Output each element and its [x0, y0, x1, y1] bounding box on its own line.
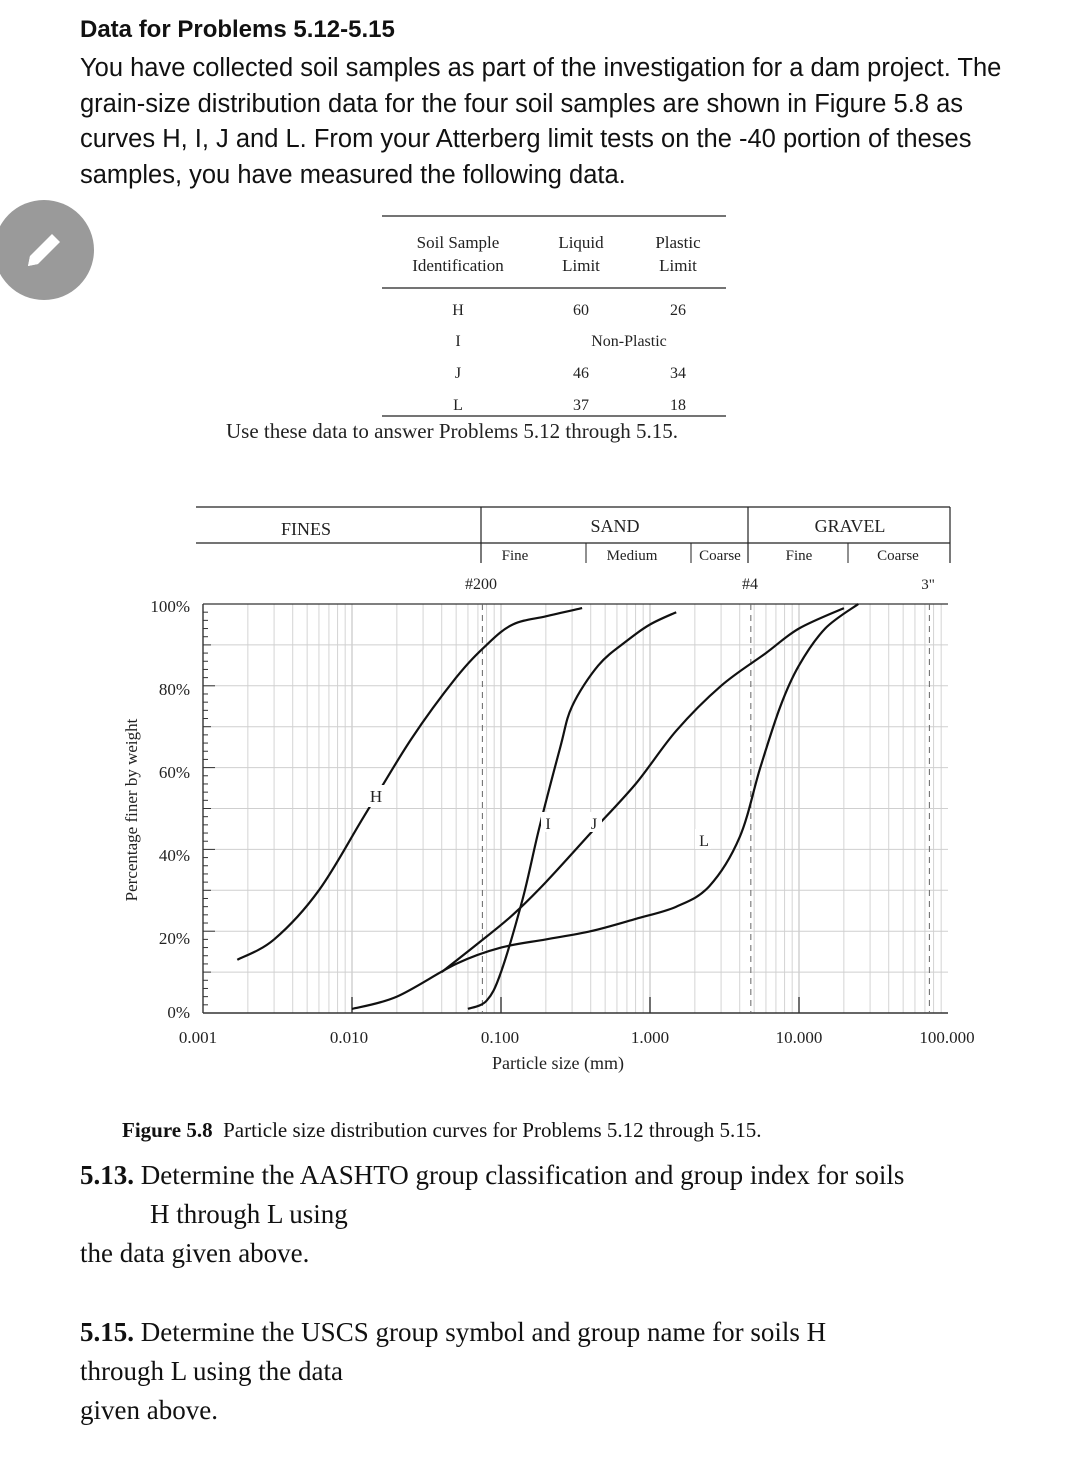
sieve-3in-label: 3"	[921, 577, 935, 593]
y-tick-20: 20%	[158, 929, 190, 948]
header-ll-2: Limit	[562, 256, 600, 275]
x-tick-0.001: 0.001	[178, 1028, 218, 1047]
y-axis-label: Percentage finer by weight	[122, 718, 141, 902]
band-sand-medium-label: Medium	[606, 548, 658, 564]
problem-5-15-number: 5.15.	[80, 1317, 134, 1347]
curve-j-label: J	[590, 816, 598, 833]
x-axis-label: Particle size (mm)	[492, 1053, 624, 1073]
figure-caption-text: Particle size distribution curves for Problems 5.12 through 5.15.	[223, 1118, 762, 1142]
row-l-id: L	[453, 397, 463, 414]
row-h-pl: 26	[670, 302, 686, 319]
figure-caption	[122, 1118, 761, 1143]
row-h-ll: 60	[573, 302, 589, 319]
y-tick-100: 100%	[150, 597, 190, 616]
row-l-ll: 37	[573, 397, 589, 414]
x-tick-0.100: 0.100	[480, 1028, 520, 1047]
intro-paragraph: You have collected soil samples as part of the investigation for a dam project. The grain-size distribution data for the four soil samples are shown in Figure 5.8 as curves H, I, J and L. From your Atterberg limit tests on the -40 portion of theses samples, you have measured the following data.	[80, 54, 1002, 189]
y-tick-80: 80%	[158, 680, 190, 699]
x-tick-1.000: 1.000	[630, 1028, 670, 1047]
x-tick-10.000: 10.000	[775, 1028, 823, 1047]
row-l-pl: 18	[670, 397, 686, 414]
header-pl-2: Limit	[659, 256, 697, 275]
band-fines-label: FINES	[280, 519, 332, 539]
curve-h-label: H	[369, 787, 383, 806]
problem-5-15-line1: Determine the USCS group symbol and group name for soils H	[140, 1317, 827, 1347]
row-i-nonplastic: Non-Plastic	[591, 333, 667, 350]
row-j-ll: 46	[573, 365, 589, 382]
problem-5-15-line2: through L using the data	[80, 1356, 343, 1386]
row-j-pl: 34	[670, 365, 686, 382]
curve-i-label: I	[545, 816, 551, 833]
band-gravel-coarse-label: Coarse	[877, 548, 919, 564]
y-tick-40: 40%	[158, 846, 190, 865]
chart-grid	[203, 604, 948, 1013]
band-sand-coarse-label: Coarse	[699, 548, 741, 564]
page-heading: Data for Problems 5.12-5.15	[80, 16, 395, 43]
table-note: Use these data to answer Problems 5.12 through 5.15.	[225, 419, 679, 443]
x-tick-0.010: 0.010	[329, 1028, 369, 1047]
y-tick-60: 60%	[158, 763, 190, 782]
header-sample-2: Identification	[412, 256, 504, 275]
y-tick-0: 0%	[167, 1003, 190, 1022]
sieve-200-label: #200	[465, 576, 497, 593]
curves-group	[237, 604, 858, 1009]
curve-l-label: L	[699, 833, 709, 850]
problem-5-15-line3: given above.	[80, 1395, 218, 1425]
problem-5-15	[80, 1313, 1040, 1430]
header-sample-1: Soil Sample	[416, 233, 500, 252]
problem-5-13-line3: the data given above.	[80, 1238, 310, 1268]
band-sand-label: SAND	[590, 516, 640, 536]
problem-5-13	[80, 1156, 1040, 1273]
header-ll-1: Liquid	[558, 233, 604, 252]
band-sand-fine-label: Fine	[501, 548, 529, 564]
problem-5-13-number: 5.13.	[80, 1160, 134, 1190]
x-tick-100.000: 100.000	[919, 1028, 975, 1047]
problem-5-13-line2: H through L using	[150, 1199, 348, 1229]
sieve-4-label: #4	[742, 576, 758, 593]
header-pl-1: Plastic	[655, 233, 701, 252]
grain-size-chart	[0, 495, 1080, 1095]
problem-5-13-line1: Determine the AASHTO group classification and group index for soils	[140, 1160, 905, 1190]
band-gravel-label: GRAVEL	[814, 516, 886, 536]
curve-h	[237, 608, 582, 960]
row-i-id: I	[455, 333, 461, 350]
figure-caption-label: Figure 5.8	[122, 1118, 213, 1142]
band-gravel-fine-label: Fine	[785, 548, 813, 564]
atterberg-limits-table	[0, 0, 1080, 460]
row-j-id: J	[454, 365, 462, 382]
row-h-id: H	[452, 302, 464, 319]
